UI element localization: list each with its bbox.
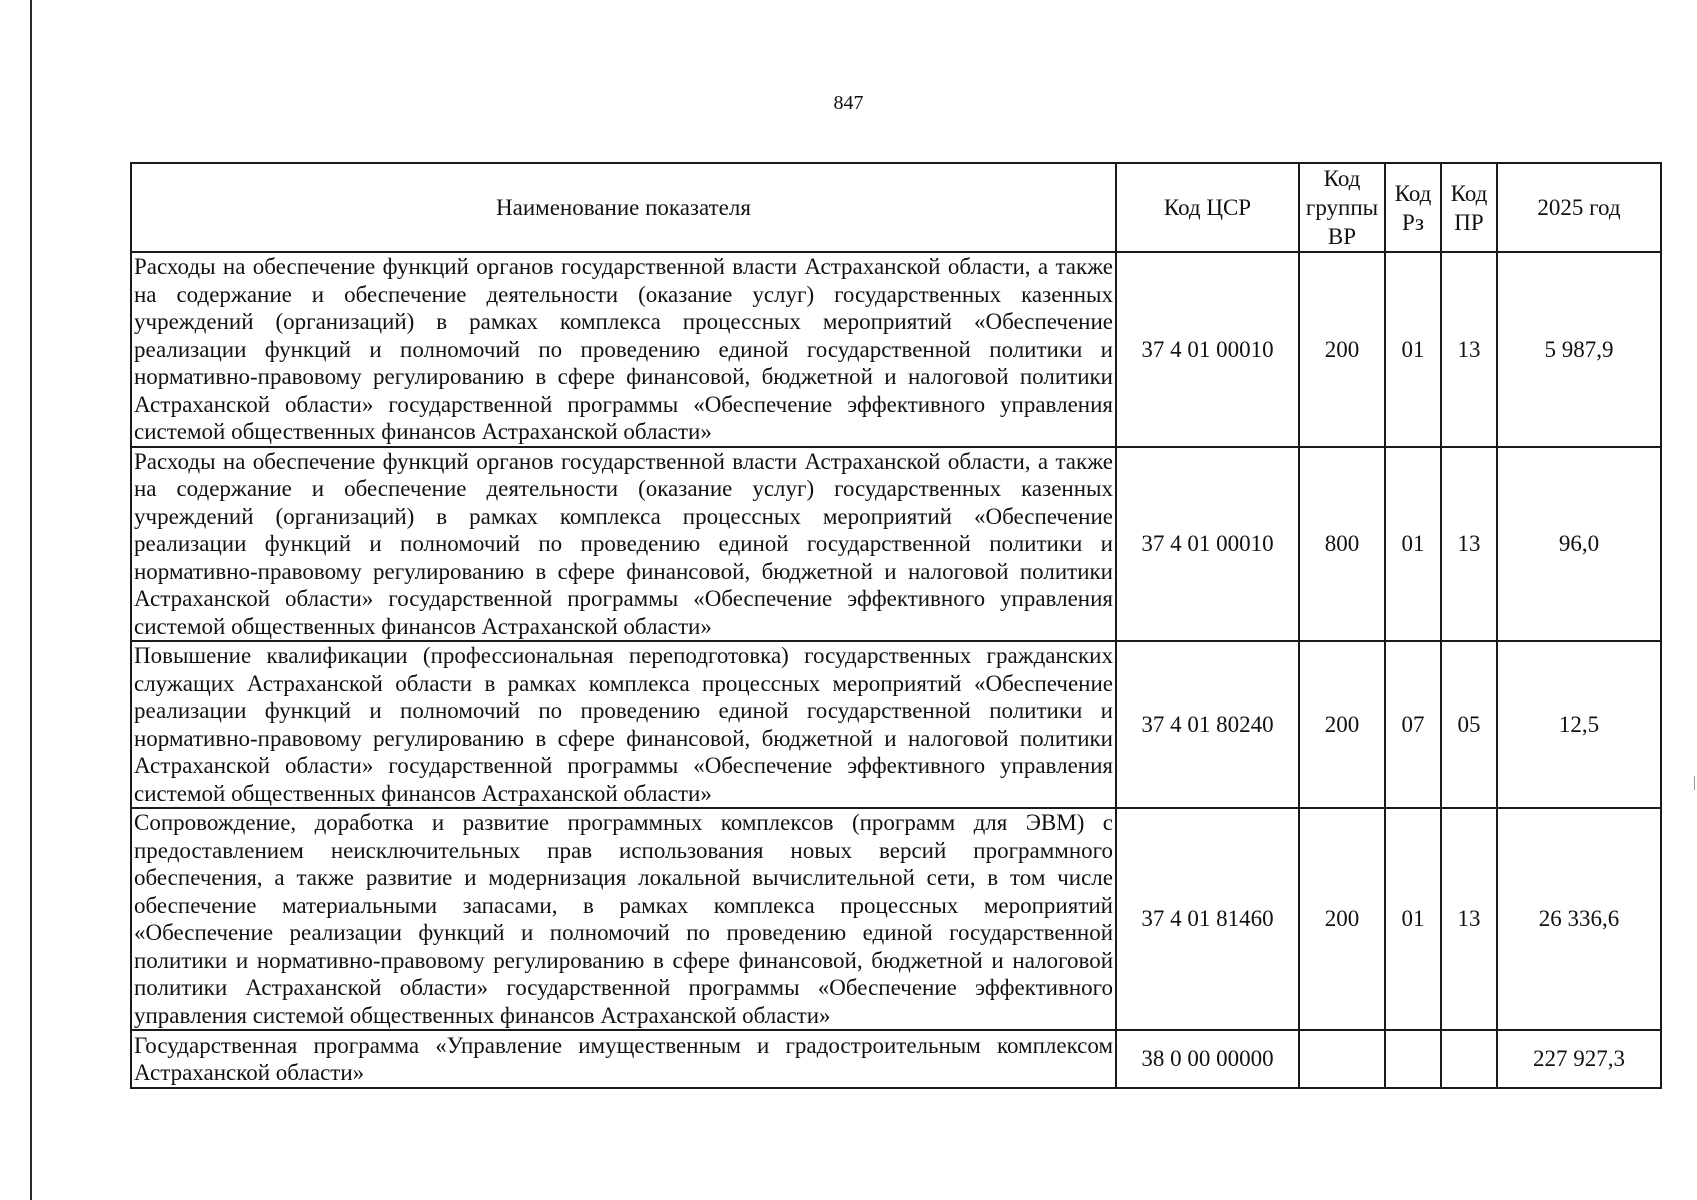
table-row <box>131 252 1661 447</box>
row-csr: 37 4 01 00010 <box>1116 252 1299 447</box>
row-amount: 227 927,3 <box>1497 1030 1661 1088</box>
row-csr: 37 4 01 81460 <box>1116 808 1299 1030</box>
row-amount: 5 987,9 <box>1497 252 1661 447</box>
right-margin-mark <box>1694 776 1695 790</box>
row-name: Расходы на обеспечение функций органов государственной власти Астраханской области, а также на содержание и обеспечение деятельности (оказание услуг) государственных казенных учреждений (организаций) в рамках комплекса процессных мероприятий «Обеспечение реализации функций и полномочий по проведению единой государственной политики и нормативно-правовому регулированию в сфере финансовой, бюджетной и налоговой политики Астраханской области» государственной программы «Обеспечение эффективного управления системой общественных финансов Астраханской области» <box>131 252 1116 447</box>
row-rz: 01 <box>1385 447 1441 642</box>
table-row <box>131 641 1661 808</box>
row-rz: 01 <box>1385 808 1441 1030</box>
row-rz: 07 <box>1385 641 1441 808</box>
row-pr: 13 <box>1441 447 1497 642</box>
row-pr: 05 <box>1441 641 1497 808</box>
row-amount: 12,5 <box>1497 641 1661 808</box>
page-number: 847 <box>833 92 864 114</box>
header-year: 2025 год <box>1497 163 1661 252</box>
row-name: Расходы на обеспечение функций органов государственной власти Астраханской области, а также на содержание и обеспечение деятельности (оказание услуг) государственных казенных учреждений (организаций) в рамках комплекса процессных мероприятий «Обеспечение реализации функций и полномочий по проведению единой государственной политики и нормативно-правовому регулированию в сфере финансовой, бюджетной и налоговой политики Астраханской области» государственной программы «Обеспечение эффективного управления системой общественных финансов Астраханской области» <box>131 447 1116 642</box>
row-pr: 13 <box>1441 252 1497 447</box>
row-vr: 200 <box>1299 641 1385 808</box>
row-name: Государственная программа «Управление имущественным и градостроительным комплексом Астраханской области» <box>131 1030 1116 1088</box>
row-csr: 37 4 01 80240 <box>1116 641 1299 808</box>
row-vr <box>1299 1030 1385 1088</box>
row-vr: 200 <box>1299 808 1385 1030</box>
left-margin-line <box>30 0 32 1200</box>
row-amount: 96,0 <box>1497 447 1661 642</box>
row-name: Повышение квалификации (профессиональная переподготовка) государственных гражданских служащих Астраханской области в рамках комплекса процессных мероприятий «Обеспечение реализации функций и полномочий по проведению единой государственной политики и нормативно-правовому регулированию в сфере финансовой, бюджетной и налоговой политики Астраханской области» государственной программы «Обеспечение эффективного управления системой общественных финансов Астраханской области» <box>131 641 1116 808</box>
row-rz: 01 <box>1385 252 1441 447</box>
table-row <box>131 1030 1661 1088</box>
header-csr: Код ЦСР <box>1116 163 1299 252</box>
row-pr: 13 <box>1441 808 1497 1030</box>
header-rz: Код Рз <box>1385 163 1441 252</box>
table-header-row <box>131 163 1661 252</box>
row-csr: 37 4 01 00010 <box>1116 447 1299 642</box>
table-row <box>131 447 1661 642</box>
row-vr: 200 <box>1299 252 1385 447</box>
budget-table <box>130 162 1662 1089</box>
header-vr: Код группы ВР <box>1299 163 1385 252</box>
row-vr: 800 <box>1299 447 1385 642</box>
row-name: Сопровождение, доработка и развитие программных комплексов (программ для ЭВМ) с предоставлением неисключительных прав использования новых версий программного обеспечения, а также развитие и модернизация локальной вычислительной сети, в том числе обеспечение материальными запасами, в рамках комплекса процессных мероприятий «Обеспечение реализации функций и полномочий по проведению единой государственной политики и нормативно-правовому регулированию в сфере финансовой, бюджетной и налоговой политики Астраханской области» государственной программы «Обеспечение эффективного управления системой общественных финансов Астраханской области» <box>131 808 1116 1030</box>
row-rz <box>1385 1030 1441 1088</box>
row-csr: 38 0 00 00000 <box>1116 1030 1299 1088</box>
header-name: Наименование показателя <box>131 163 1116 252</box>
row-amount: 26 336,6 <box>1497 808 1661 1030</box>
row-pr <box>1441 1030 1497 1088</box>
table-row <box>131 808 1661 1030</box>
header-pr: Код ПР <box>1441 163 1497 252</box>
